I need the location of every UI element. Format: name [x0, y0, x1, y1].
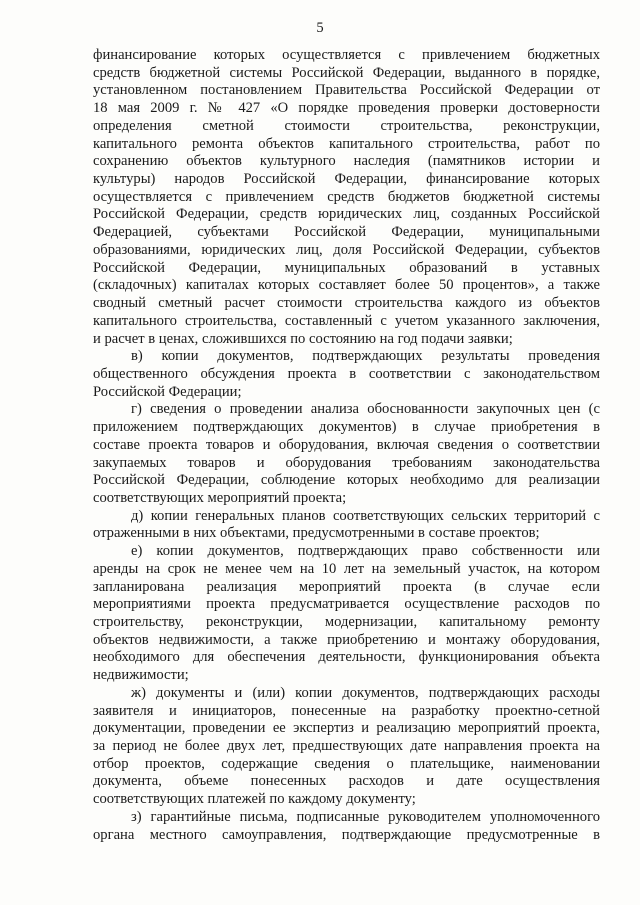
text-line: з) гарантийные письма, подписанные руководителем уполномоченного [131, 808, 600, 825]
text-line: документа, объеме понесенных расходов и дате осуществления [93, 773, 600, 790]
text-line: соответствующих мероприятий проекта; [93, 489, 347, 506]
text-line: отраженными в них объектами, предусмотренными в составе проектов; [93, 525, 540, 542]
text-line: определения сметной стоимости строительства, реконструкции, [93, 117, 600, 134]
text-line: органа местного самоуправления, подтверждающие предусмотренные в [93, 826, 600, 843]
text-line: за период не более двух лет, предшествующих дате направления проекта на [93, 738, 600, 755]
text-line: необходимого для обеспечения деятельности, функционирования объекта [93, 649, 600, 666]
text-line: средств бюджетной системы Российской Федерации, выданного в порядке, [93, 64, 600, 81]
text-line: капитального строительства, составленный с учетом указанного заключения, [93, 312, 600, 329]
text-line: документации, проведении ее экспертиз и реализацию мероприятий проекта, [93, 720, 600, 737]
document-body [93, 47, 600, 844]
text-line: 18 мая 2009 г. № 427 «О порядке проведения проверки достоверности [93, 100, 600, 117]
text-line: культуры) народов Российской Федерации, финансирование которых [93, 171, 600, 188]
text-line: ж) документы и (или) копии документов, подтверждающих расходы [131, 684, 600, 701]
text-line: д) копии генеральных планов соответствующих сельских территорий с [131, 507, 600, 524]
text-line: е) копии документов, подтверждающих право собственности или [131, 543, 600, 560]
text-line: соответствующих платежей по каждому документу; [93, 791, 416, 808]
text-line: осуществляется с привлечением средств бюджетов бюджетной системы [93, 188, 600, 205]
text-line: объектов недвижимости, а также приобретению и монтажу оборудования, [93, 631, 600, 648]
page-number: 5 [316, 20, 324, 36]
text-line: Федерацией, субъектами Российской Федерации, муниципальными [93, 224, 600, 241]
text-line: сводный сметный расчет стоимости строительства каждого из объектов [93, 295, 600, 312]
text-line: запланирована реализация мероприятий проекта (в случае если [93, 578, 600, 595]
text-line: установленном постановлением Правительства Российской Федерации от [93, 82, 600, 99]
text-line: недвижимости; [93, 667, 189, 684]
text-line: закупаемых товаров и оборудования требованиям законодательства [93, 454, 600, 471]
text-line: приложением подтверждающих документов) в случае приобретения в [93, 419, 600, 436]
text-line: отбор проектов, содержащие сведения о плательщике, наименовании [93, 755, 600, 772]
text-line: Российской Федерации; [93, 383, 242, 400]
text-line: финансирование которых осуществляется с привлечением бюджетных [93, 47, 600, 63]
text-line: составе проекта товаров и оборудования, включая сведения о соответствии [93, 436, 600, 453]
text-line: г) сведения о проведении анализа обоснованности закупочных цен (с [131, 401, 600, 418]
text-line: капитального ремонта объектов капитального строительства, работ по [93, 135, 600, 152]
text-line: мероприятиями проекта предусматривается осуществление расходов по [93, 596, 600, 613]
text-line: сохранению объектов культурного наследия (памятников истории и [93, 153, 600, 170]
text-line: и расчет в ценах, сложившихся по состоянию на год подачи заявки; [93, 330, 513, 347]
text-line: общественного обсуждения проекта в соответствии с законодательством [93, 365, 600, 382]
text-line: Российской Федерации, средств юридических лиц, созданных Российской [93, 206, 600, 223]
text-line: Российской Федерации, муниципальных образований в уставных [93, 259, 600, 276]
text-line: (складочных) капиталах которых составляет более 50 процентов», а также [93, 277, 600, 294]
text-line: образованиями, юридических лиц, доля Российской Федерации, субъектов [93, 241, 600, 258]
text-line: заявителя и инициаторов, понесенные на разработку проектно-сетной [93, 702, 600, 719]
text-line: строительству, реконструкции, модернизации, капитальному ремонту [93, 614, 600, 630]
text-line: Российской Федерации, соблюдение которых необходимо для реализации [93, 472, 600, 489]
text-line: аренды на срок не менее чем на 10 лет на земельный участок, на котором [93, 560, 600, 577]
text-line: в) копии документов, подтверждающих результаты проведения [131, 348, 600, 365]
